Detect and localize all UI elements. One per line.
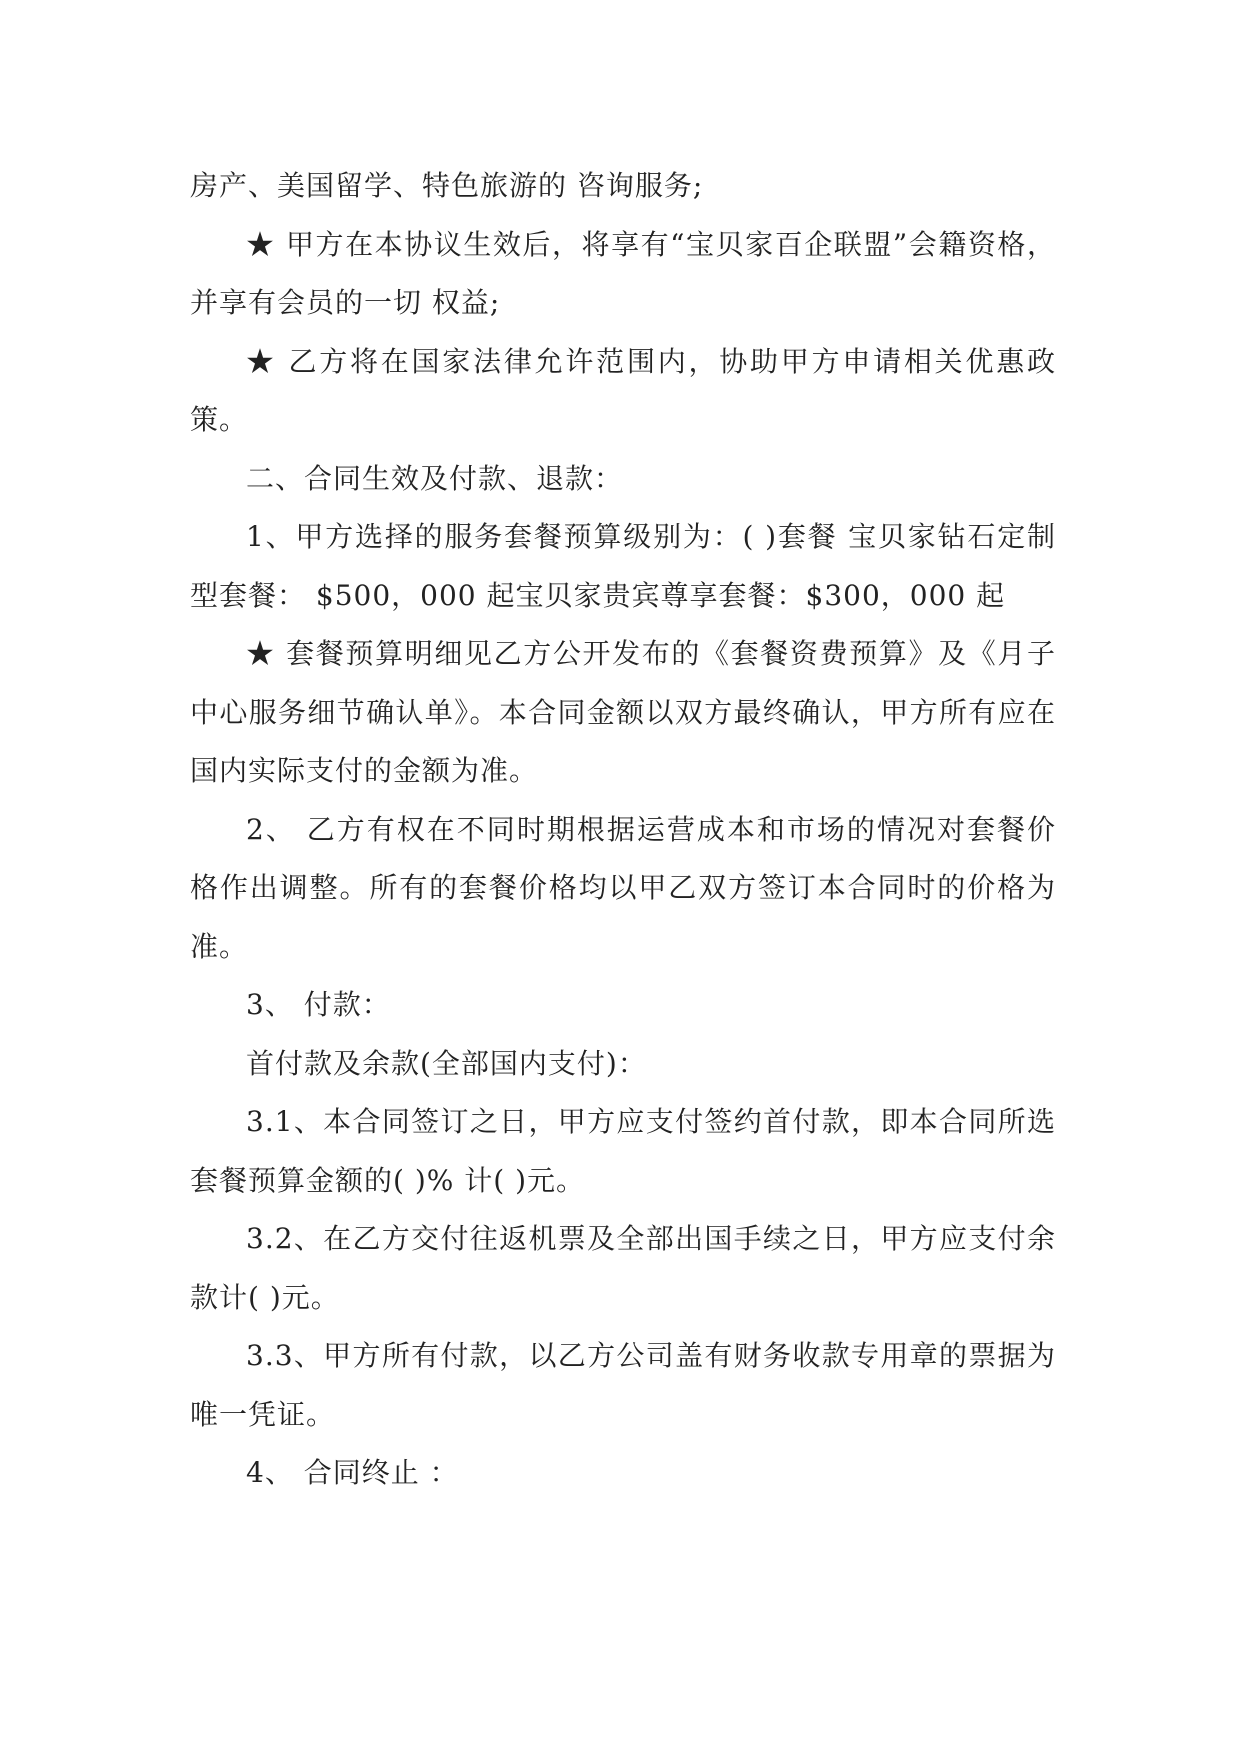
- paragraph-budget-details: ★ 套餐预算明细见乙方公开发布的《套餐资费预算》及《月子中心服务细节确认单》。本合同金额以双方最终确认，甲方所有应在国内实际支付的金额为准。: [190, 637, 1056, 787]
- paragraph-clause-3-1: 3.1、本合同签订之日，甲方应支付签约首付款，即本合同所选套餐预算金额的( )% 计( )元。: [190, 1105, 1056, 1197]
- section-heading-effect-payment: 二、合同生效及付款、退款：: [246, 461, 624, 495]
- paragraph-price-adjustment: 2、 乙方有权在不同时期根据运营成本和市场的情况对套餐价格作出调整。所有的套餐价格均以甲乙双方签订本合同时的价格为准。: [190, 812, 1056, 963]
- paragraph-down-payment-heading: 首付款及余款(全部国内支付)：: [246, 1046, 647, 1080]
- document-body: [190, 157, 1056, 1503]
- paragraph-package-level: 1、甲方选择的服务套餐预算级别为：( )套餐 宝贝家钻石定制型套餐： $500，000 起宝贝家贵宾尊享套餐：$300，000 起: [190, 520, 1056, 612]
- paragraph-services-tail: 房产、美国留学、特色旅游的 咨询服务;: [190, 169, 704, 202]
- paragraph-clause-3-3: 3.3、甲方所有付款，以乙方公司盖有财务收款专用章的票据为唯一凭证。: [190, 1339, 1056, 1431]
- paragraph-termination-heading: 4、 合同终止 ：: [246, 1456, 459, 1489]
- paragraph-clause-3-2: 3.2、在乙方交付往返机票及全部出国手续之日，甲方应支付余款计( )元。: [190, 1222, 1056, 1314]
- paragraph-policy-assist: ★ 乙方将在国家法律允许范围内，协助甲方申请相关优惠政策。: [190, 344, 1056, 436]
- paragraph-payment-heading: 3、 付款：: [246, 988, 391, 1021]
- paragraph-membership: ★ 甲方在本协议生效后，将享有“宝贝家百企联盟”会籍资格，并享有会员的一切 权益;: [190, 227, 1056, 319]
